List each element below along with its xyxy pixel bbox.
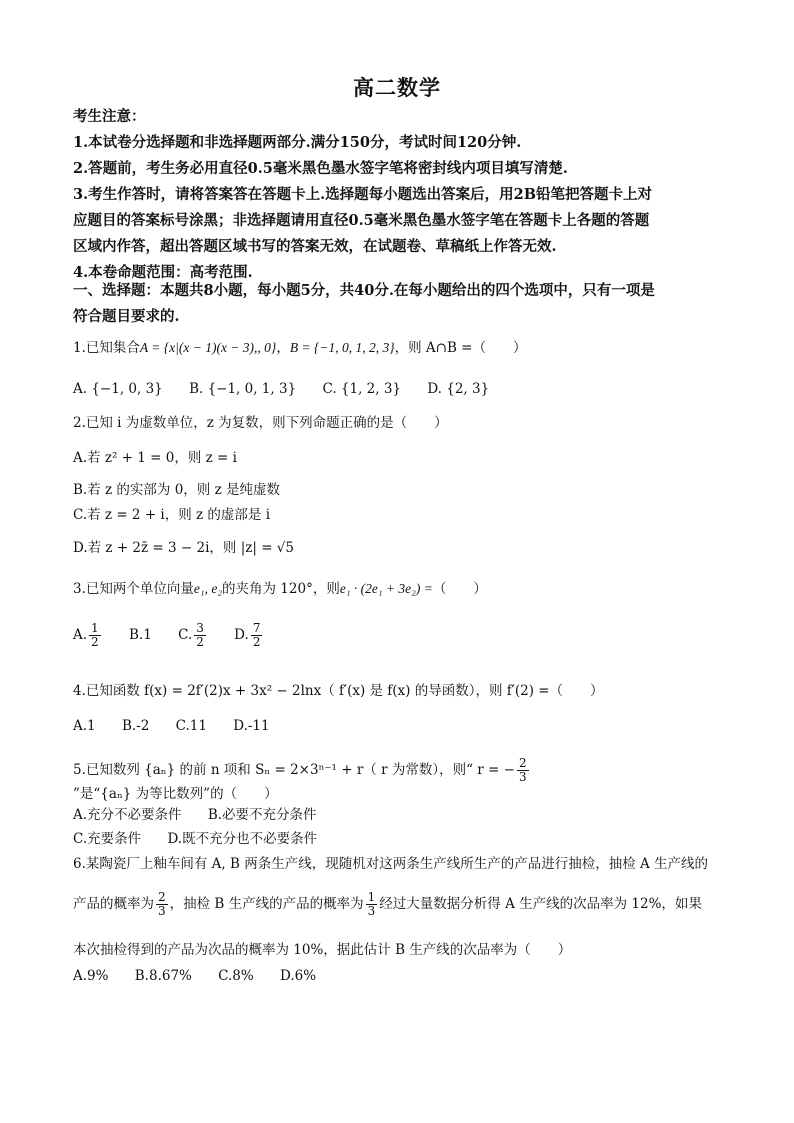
q6-num-1: 2	[158, 890, 166, 904]
q3-d-num: 7	[252, 621, 261, 635]
question-4-options	[73, 716, 733, 736]
q6-option-a: A.9%	[73, 968, 109, 984]
question-4-stem: 4.已知函数 f(x) = 2f′(2)x + 3x² − 2lnx（ f′(x) 是 f(x) 的导函数），则 f′(2) =（ ）	[73, 683, 604, 699]
q6-fraction-2	[366, 891, 378, 918]
q3-c-fraction	[194, 622, 206, 649]
q3-option-b: B.1	[128, 627, 152, 643]
question-6-line-3: 本次抽检得到的产品为次品的概率为 10%，据此估计 B 生产线的次品率为（ ）	[73, 942, 572, 958]
q3-expression: e₁ · (2e₁ + 3e₂) =	[339, 581, 433, 596]
q1-text: 1.已知集合	[73, 340, 140, 356]
question-5-options-row-1	[73, 805, 733, 825]
q1-option-b: B. {−1, 0, 1, 3}	[189, 381, 297, 397]
q6-num-2: 1	[367, 890, 376, 904]
q5-option-b: B.必要不充分条件	[207, 807, 317, 823]
q4-option-a: A.1	[73, 718, 96, 734]
exam-notes	[73, 104, 728, 286]
q3-option-d	[234, 622, 264, 649]
q3-tail: （ ）	[432, 581, 487, 597]
question-5-stem	[73, 757, 733, 804]
q1-tail: ，则 A∩B =（ ）	[394, 340, 527, 356]
note-3a: 3.考生作答时，请将答案答在答题卡上.选择题每小题选出答案后，用2B铅笔把答题卡上对	[73, 186, 653, 203]
section-heading	[73, 278, 728, 330]
q3-a-label: A.	[73, 627, 88, 643]
q3-a-fraction	[89, 622, 101, 649]
question-3-options	[73, 622, 733, 649]
section-line-1: 一、选择题：本题共8小题，每小题5分，共40分.在每小题给出的四个选项中，只有一项是	[73, 282, 655, 299]
q5-option-a: A.充分不必要条件	[73, 807, 182, 823]
q2-option-d: D.若 z + 2z̄ = 3 − 2i，则 |z| = √5	[73, 540, 295, 556]
q3-vectors: e₁, e₂	[193, 581, 223, 596]
section-line-2: 符合题目要求的.	[73, 308, 180, 325]
q1-option-d: D. {2, 3}	[427, 381, 490, 397]
note-3b: 应题目的答案标号涂黑；非选择题请用直径0.5毫米黑色墨水签字笔在答题卡上各题的答题	[73, 212, 650, 229]
q6-option-b: B.8.67%	[134, 968, 192, 984]
note-3c: 区域内作答，超出答题区域书写的答案无效，在试题卷、草稿纸上作答无效.	[73, 238, 557, 255]
q3-a-den: 2	[91, 635, 99, 649]
q5-num: 2	[518, 756, 527, 770]
q5-den: 3	[518, 770, 527, 784]
q1-option-c: C. {1, 2, 3}	[322, 381, 402, 397]
q3-option-c	[178, 622, 208, 649]
q3-d-den: 2	[252, 635, 261, 649]
q3-c-num: 3	[196, 621, 204, 635]
question-1-stem	[73, 338, 733, 358]
q5-option-c: C.充要条件	[73, 831, 142, 847]
q4-option-c: C.11	[175, 718, 207, 734]
q5-text-b: ”是“{aₙ} 为等比数列”的（ ）	[73, 786, 278, 802]
q1-comma: ，	[276, 340, 290, 356]
question-6-options	[73, 966, 733, 986]
q3-d-label: D.	[234, 627, 249, 643]
q4-option-d: D.-11	[233, 718, 270, 734]
q3-c-label: C.	[178, 627, 193, 643]
q2-option-b: B.若 z 的实部为 0，则 z 是纯虚数	[73, 482, 280, 498]
q5-fraction	[517, 757, 529, 784]
question-6-line-1: 6.某陶瓷厂上釉车间有 A, B 两条生产线，现随机对这两条生产线所生产的产品进行抽检，抽检 A 生产线的	[73, 856, 709, 872]
q6-option-c: C.8%	[218, 968, 254, 984]
q3-text-b: 的夹角为 120°，则	[222, 581, 340, 597]
q2-option-c: C.若 z = 2 + i，则 z 的虚部是 i	[73, 507, 271, 523]
notes-heading: 考生注意：	[73, 108, 146, 125]
q3-text-a: 3.已知两个单位向量	[73, 581, 194, 597]
page-title: 高二数学	[353, 75, 441, 100]
q6-option-d: D.6%	[280, 968, 317, 984]
q5-option-d: D.既不充分也不必要条件	[167, 831, 318, 847]
q4-option-b: B.-2	[121, 718, 150, 734]
q1-option-a: A. {−1, 0, 3}	[73, 381, 163, 397]
question-5-options-row-2	[73, 829, 733, 849]
q3-a-num: 1	[91, 621, 99, 635]
note-2: 2.答题前，考生务必用直径0.5毫米黑色墨水签字笔将密封线内项目填写清楚.	[73, 160, 568, 177]
q6-den-1: 3	[158, 904, 166, 918]
question-1-options	[73, 379, 733, 399]
q5-text-a: 5.已知数列 {aₙ} 的前 n 项和 Sₙ = 2×3ⁿ⁻¹ + r（ r 为常数），则“ r = −	[73, 762, 515, 778]
q3-d-fraction	[251, 622, 263, 649]
question-6-line-2	[73, 891, 733, 918]
note-4: 4.本卷命题范围：高考范围.	[73, 264, 253, 281]
question-2-stem: 2.已知 i 为虚数单位，z 为复数，则下列命题正确的是（ ）	[73, 415, 448, 431]
q6-text-a: 产品的概率为	[73, 896, 154, 912]
q6-text-b: ，抽检 B 生产线的产品的概率为	[169, 896, 364, 912]
q3-c-den: 2	[196, 635, 204, 649]
q1-set-a: A = {x|(x − 1)(x − 3),, 0}	[139, 340, 277, 355]
q1-set-b: B = {−1, 0, 1, 2, 3}	[289, 340, 395, 355]
q3-option-a	[73, 622, 103, 649]
q2-option-a: A.若 z² + 1 = 0，则 z = i	[73, 450, 237, 466]
note-1: 1.本试卷分选择题和非选择题两部分.满分150分，考试时间120分钟.	[73, 134, 522, 151]
q6-den-2: 3	[367, 904, 376, 918]
q6-fraction-1	[156, 891, 168, 918]
question-3-stem	[73, 579, 733, 599]
q6-text-c: 经过大量数据分析得 A 生产线的次品率为 12%，如果	[379, 896, 702, 912]
